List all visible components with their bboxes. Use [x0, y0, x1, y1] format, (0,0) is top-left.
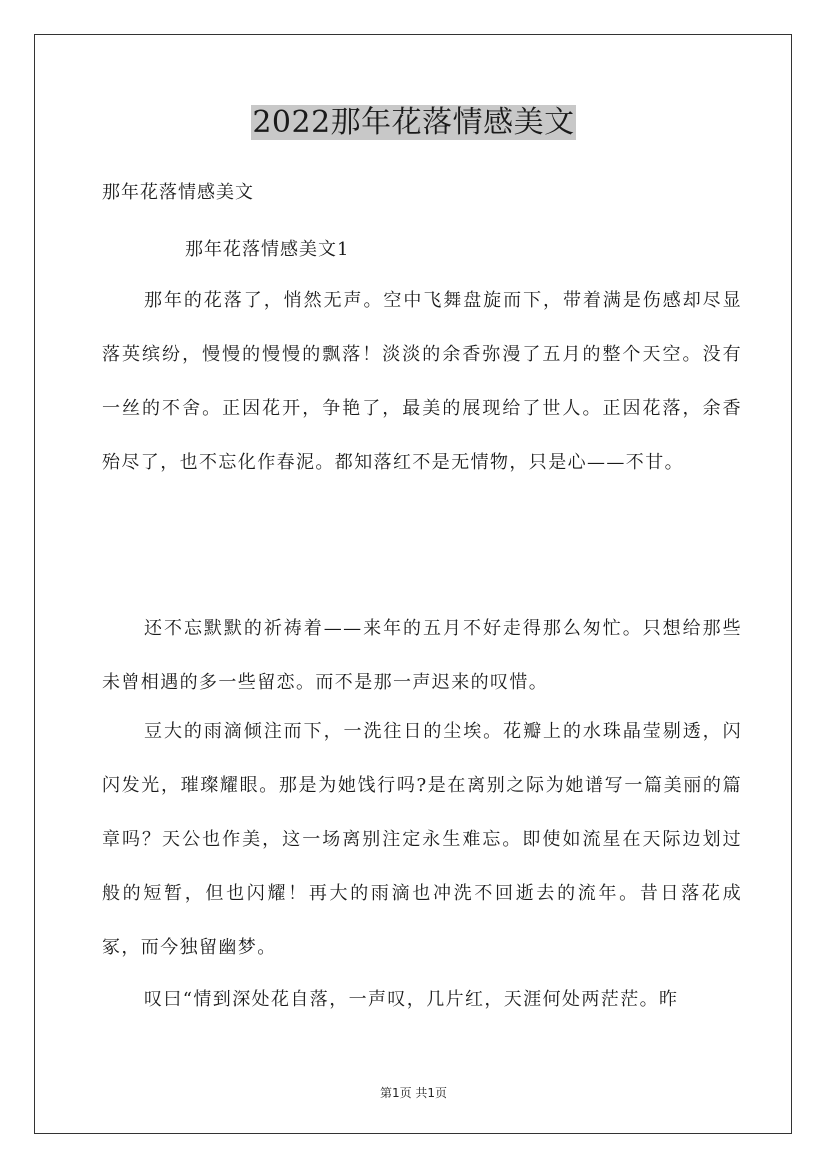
paragraph-1: 那年的花落了，悄然无声。空中飞舞盘旋而下，带着满是伤感却尽显落英缤纷，慢慢的慢慢的飘落！淡淡的余香弥漫了五月的整个天空。没有一丝的不舍。正因花开，争艳了，最美的展现给了世人。正因花落，余香殆尽了，也不忘化作春泥。都知落红不是无情物，只是心——不甘。 — [102, 290, 742, 473]
page-number-footer: 第1页 共1页 — [379, 1086, 448, 1100]
section-heading: 那年花落情感美文1 — [185, 239, 350, 260]
body-paragraph-block — [102, 973, 742, 1027]
body-paragraph-block — [102, 602, 742, 710]
body-paragraph-block — [102, 274, 742, 490]
paragraph-4: 叹曰“情到深处花自落，一声叹，几片红，天涯何处两茫茫。昨 — [144, 989, 679, 1010]
paragraph-2: 还不忘默默的祈祷着——来年的五月不好走得那么匆忙。只想给那些未曾相遇的多一些留恋。而不是那一声迟来的叹惜。 — [102, 618, 742, 693]
document-title: 2022那年花落情感美文 — [252, 105, 575, 140]
paragraph-3: 豆大的雨滴倾注而下，一洗往日的尘埃。花瓣上的水珠晶莹剔透，闪闪发光，璀璨耀眼。那是为她饯行吗?是在离别之际为她谱写一篇美丽的篇章吗？天公也作美，这一场离别注定永生难忘。即使如流星在天际边划过般的短暂，但也闪耀！再大的雨滴也冲洗不回逝去的流年。昔日落花成冢，而今独留幽梦。 — [102, 721, 742, 958]
document-title-container — [0, 104, 827, 142]
document-subtitle: 那年花落情感美文 — [102, 182, 254, 203]
body-paragraph-block — [102, 705, 742, 975]
